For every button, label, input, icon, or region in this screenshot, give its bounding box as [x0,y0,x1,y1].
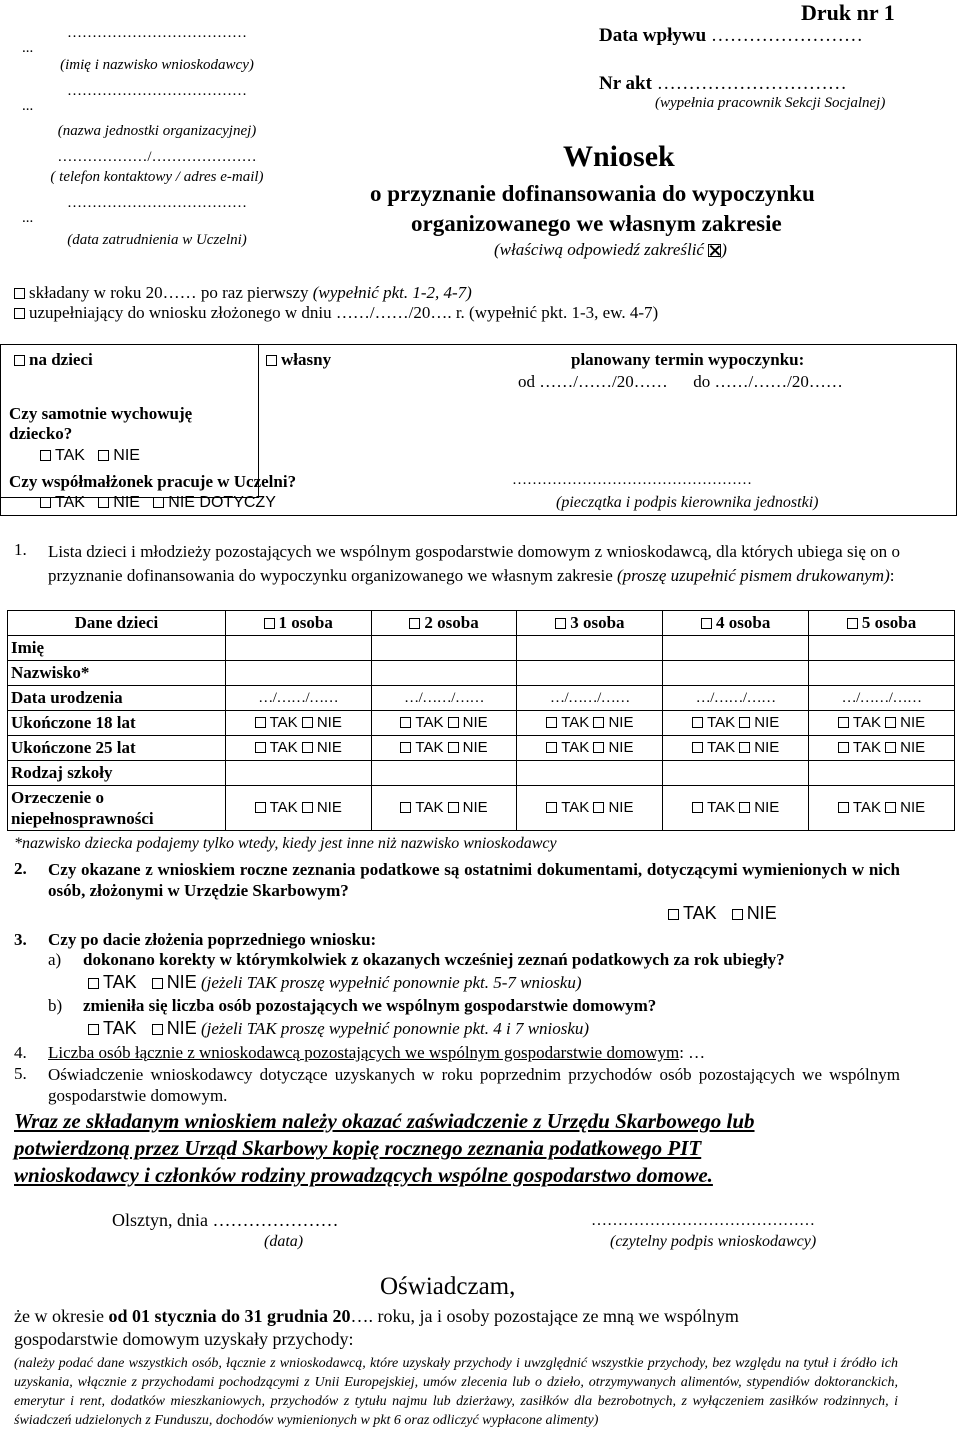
checkbox-icon[interactable] [448,717,459,728]
point4-tail: : … [679,1043,706,1062]
checkbox-icon[interactable] [88,978,99,989]
answer-tak: TAK [852,739,881,756]
point1-italic: (proszę uzupełnić pismem drukowanym) [617,566,890,585]
answer-nie: NIE [166,972,197,992]
point3a-label: a) [48,950,62,969]
form-number: Druk nr 1 [801,0,895,25]
yes-no-cell[interactable] [225,786,371,831]
employment-dots-tail: ... [22,210,34,226]
checkbox-icon[interactable] [692,802,703,813]
answer-nie: NIE [462,799,488,816]
table-header-row [8,611,955,636]
checkbox-icon[interactable] [739,802,750,813]
row-label [8,786,226,831]
answer-nie: NIE [900,799,926,816]
cell-input[interactable] [517,761,663,786]
person-label: 3 osoba [570,613,625,632]
cell-input[interactable] [371,761,517,786]
option-first-note: (wypełnić pkt. 1-2, 4-7) [312,283,472,302]
yes-no-cell[interactable] [663,736,809,761]
answer-tak: TAK [55,447,85,464]
contact-dots: ………………/………………… [57,149,257,165]
answer-tak: TAK [707,714,736,731]
checkbox-icon[interactable] [266,355,277,366]
answer-tak: TAK [55,494,85,511]
form-title: Wniosek [563,140,675,173]
checkbox-icon[interactable] [400,802,411,813]
answer-tak: TAK [269,714,298,731]
declaration-line-1 [14,1306,739,1327]
checkbox-icon[interactable] [546,802,557,813]
checkbox-icon[interactable] [739,717,750,728]
checkbox-icon[interactable] [255,742,266,753]
answer-nie: NIE [900,714,926,731]
yes-no-cell[interactable] [371,736,517,761]
point3b-answers[interactable] [88,1018,589,1039]
point4-text: Liczba osób łącznie z wnioskodawcą pozostających we wspólnym gospodarstwie domowym [48,1043,680,1062]
checkbox-icon[interactable] [400,717,411,728]
answer-nie: NIE [316,739,342,756]
person-column-3[interactable] [517,611,663,636]
answer-tak: TAK [269,799,298,816]
yes-no-cell[interactable] [809,786,955,831]
answer-tak: TAK [415,739,444,756]
answer-nie: NIE [316,799,342,816]
checkbox-icon[interactable] [668,909,679,920]
answer-nie: NIE [754,739,780,756]
checkbox-icon[interactable] [739,742,750,753]
employment-label: (data zatrudnienia w Uczelni) [67,232,247,248]
checkbox-icon[interactable] [264,618,275,629]
table-header-label: Dane dzieci [8,611,226,636]
point3-text: Czy po dacie złożenia poprzedniego wniosku: [48,930,377,949]
declaration-title: Oświadczam, [380,1273,516,1300]
point2-number: 2. [14,859,27,878]
person-column-5[interactable] [809,611,955,636]
stamp-label: (pieczątka i podpis kierownika jednostki) [556,494,819,511]
spouse-question: Czy współmałżonek pracuje w Uczelni? [9,472,297,491]
date-cell[interactable]: …/……/…… [663,686,809,711]
person-label: 1 osoba [278,613,333,632]
cell-input[interactable] [663,636,809,661]
option-first-application[interactable] [14,283,472,303]
answer-nie: NIE [608,799,634,816]
cell-input[interactable] [371,636,517,661]
file-number-note: (wypełnia pracownik Sekcji Socjalnej) [655,95,886,111]
answer-nie: NIE [754,799,780,816]
notice-line-2: potwierdzoną przez Urząd Skarbowy kopię rocznego zeznania podatkowego PIT [14,1136,702,1160]
checkbox-icon[interactable] [885,717,896,728]
checkbox-icon[interactable] [732,909,743,920]
cell-input[interactable] [225,761,371,786]
checkbox-icon[interactable] [98,497,109,508]
cell-input[interactable] [225,661,371,686]
notice [14,1108,755,1189]
row-label: Imię [8,636,226,661]
checkbox-icon[interactable] [40,450,51,461]
point4-line [48,1043,705,1063]
checkbox-icon[interactable] [692,717,703,728]
checkbox-icon[interactable] [302,802,313,813]
cell-input[interactable] [517,661,663,686]
answer-tak: TAK [707,799,736,816]
point1-end: : [889,566,895,585]
answer-tak: TAK [415,799,444,816]
checkbox-icon[interactable] [593,717,604,728]
yes-no-cell[interactable] [371,786,517,831]
row-label-line1: Orzeczenie o [11,788,104,807]
answer-tak: TAK [415,714,444,731]
table-row-disability [8,786,955,831]
table-row-first-name [8,636,955,661]
yes-no-cell[interactable] [225,736,371,761]
option-own[interactable] [266,350,331,370]
row-label: Rodzaj szkoły [8,761,226,786]
answer-instruction-end: ) [721,240,727,259]
option-second-note: (wypełnić pkt. 1-3, ew. 4-7) [469,303,659,322]
file-number-field [599,73,847,95]
checkbox-icon[interactable] [255,717,266,728]
receipt-date-field [599,25,863,47]
table-row-school-type [8,761,955,786]
unit-dots: ……………………………… [67,83,247,99]
checkbox-icon[interactable] [885,742,896,753]
children-table [7,610,955,831]
point2-text: Czy okazane z wnioskiem roczne zeznania podatkowe są ostatnimi dokumentami, dotyczącymi wymienionych w nich osób, złożonymi w Urzędzie Skarbowym? [48,860,900,900]
row-label: Data urodzenia [8,686,226,711]
cell-input[interactable] [663,761,809,786]
point3a-answers[interactable] [88,972,582,993]
row-label: Ukończone 18 lat [8,711,226,736]
notice-line-1: Wraz ze składanym wnioskiem należy okazać zaświadczenie z Urzędu Skarbowego lub [14,1109,755,1133]
table-row-last-name [8,661,955,686]
checkbox-icon[interactable] [555,618,566,629]
table-footnote: *nazwisko dziecka podajemy tylko wtedy, kiedy jest inne niż nazwisko wnioskodawcy [14,835,557,852]
person-column-2[interactable] [371,611,517,636]
declaration-post: …. roku, ja i osoby pozostające ze mną we wspólnym [350,1306,739,1326]
checkbox-icon[interactable] [400,742,411,753]
yes-no-cell[interactable] [663,711,809,736]
signature-dots[interactable]: …………………………………… [591,1212,815,1229]
name-dots-tail: ... [22,40,34,56]
date-cell[interactable]: …/……/…… [225,686,371,711]
checkbox-icon[interactable] [546,717,557,728]
table-row-age-25 [8,736,955,761]
checkbox-icon[interactable] [153,497,164,508]
checkbox-icon[interactable] [885,802,896,813]
answer-nie: NIE [462,714,488,731]
option-own-label: własny [281,350,332,369]
answer-nie: NIE [113,494,140,511]
checkbox-icon[interactable] [14,288,25,299]
answer-tak: TAK [103,972,137,992]
unit-dots-tail: ... [22,98,34,114]
checkbox-icon[interactable] [40,497,51,508]
answer-tak: TAK [561,799,590,816]
crossed-checkbox-icon [708,244,721,257]
checkbox-icon[interactable] [152,1024,163,1035]
row-label-line2: niepełnosprawności [11,809,154,828]
cell-input[interactable] [809,636,955,661]
declaration-pre: że w okresie [14,1306,109,1326]
spouse-answers[interactable] [40,494,276,512]
answer-instruction-text: (właściwą odpowiedź zakreślić [494,240,704,259]
date-label: (data) [264,1233,304,1250]
answer-nie: NIE [316,714,342,731]
option-second-text: uzupełniający do wniosku złożonego w dniu ……/……/20…. r. [29,303,465,322]
answer-tak: TAK [103,1018,137,1038]
yes-no-cell[interactable] [371,711,517,736]
point5-number: 5. [14,1064,27,1083]
row-label: Ukończone 25 lat [8,736,226,761]
point3-number: 3. [14,930,27,949]
answer-tak: TAK [683,903,717,923]
point5-text: Oświadczenie wnioskodawcy dotyczące uzyskanych w roku poprzednim przychodów osób pozostających we wspólnym gospodarstwie domowym. [48,1065,900,1105]
answer-nie: NIE [746,903,777,923]
checkbox-icon[interactable] [255,802,266,813]
person-column-1[interactable] [225,611,371,636]
cell-input[interactable] [663,661,809,686]
point3a-text: dokonano korekty w którymkolwiek z okazanych wcześniej zeznań podatkowych za rok ubiegły? [83,950,785,969]
yes-no-cell[interactable] [809,711,955,736]
answer-tak: TAK [561,739,590,756]
option-for-kids[interactable] [14,350,93,370]
checkbox-icon[interactable] [302,717,313,728]
table-row-age-18 [8,711,955,736]
name-label: (imię i nazwisko wnioskodawcy) [60,57,254,73]
checkbox-icon[interactable] [409,618,420,629]
notice-line-3: wnioskodawcy i członków rodziny prowadzących wspólne gospodarstwo domowe. [14,1163,713,1187]
checkbox-icon[interactable] [448,742,459,753]
cell-input[interactable] [809,661,955,686]
yes-no-cell[interactable] [517,711,663,736]
row-label: Nazwisko* [8,661,226,686]
option-for-kids-label: na dzieci [29,350,93,369]
checkbox-icon[interactable] [152,978,163,989]
date-cell[interactable]: …/……/…… [517,686,663,711]
point1-number: 1. [14,540,27,559]
term-to: do ……/……/20…… [693,372,843,391]
point1-body: Lista dzieci i młodzieży pozostających we wspólnym gospodarstwie domowym z wnioskodawcą, dla których ubiega się on o przyznanie dofinansowania do wypoczynku organizowanego we własnym zakresie [48,542,900,585]
cell-input[interactable] [371,661,517,686]
yes-no-cell[interactable] [517,736,663,761]
answer-tak: TAK [561,714,590,731]
table-row-birth-date [8,686,955,711]
checkbox-icon[interactable] [14,308,25,319]
file-number-label: Nr akt [599,73,652,94]
yes-no-cell[interactable] [517,786,663,831]
declaration-note: (należy podać dane wszystkich osób, łącznie z wnioskodawcą, które uzyskały przychody i uwzględnić wszystkie przychody, bez względu na tytuł i źródło ich uzyskania, włącznie z przychodami pochodzącymi z Unii Europejskiej, umów zlecenia lub o dzieło, otrzymywanych alimentów, stypendiów doktoranckich, emerytur i rent, dodatków mieszkaniowych, przychodów z tytułu najmu lub dzierżawy, zasiłków dla bezrobotnych, z wyłączeniem zasiłków rodzinnych, i świadczeń udzielonych z Funduszu, dochodów wymienionych w pkt 6 oraz odliczyć wypłacone alimenty) [14,1356,898,1428]
term-from: od ……/……/20…… [518,372,668,391]
checkbox-icon[interactable] [847,618,858,629]
applicant-header [22,26,292,248]
answer-nie: NIE [900,739,926,756]
cell-input[interactable] [517,636,663,661]
point2-answers[interactable] [668,903,777,924]
checkbox-icon[interactable] [546,742,557,753]
name-dots: ……………………………… [67,25,247,41]
checkbox-icon[interactable] [838,802,849,813]
checkbox-icon[interactable] [692,742,703,753]
single-parent-question: Czy samotnie wychowuję dziecko? [9,404,193,443]
answer-not-applicable: NIE DOTYCZY [168,494,276,511]
person-label: 2 osoba [424,613,479,632]
place-and-date[interactable]: Olsztyn, dnia ………………… [112,1210,339,1230]
declaration-period: od 01 stycznia do 31 grudnia 20 [108,1306,351,1326]
checkbox-icon[interactable] [14,355,25,366]
answer-tak: TAK [852,799,881,816]
form-subtitle-1: o przyznanie dofinansowania do wypoczynku [370,181,815,206]
answer-nie: NIE [113,447,140,464]
checkbox-icon[interactable] [593,802,604,813]
checkbox-icon[interactable] [448,802,459,813]
single-parent-answers[interactable] [40,447,140,465]
file-number-dots: ………………………… [656,73,847,94]
answer-nie: NIE [608,739,634,756]
yes-no-cell[interactable] [809,736,955,761]
point1-text [48,540,900,588]
contact-label: ( telefon kontaktowy / adres e-mail) [50,169,264,185]
checkbox-icon[interactable] [302,742,313,753]
declaration-line-2: gospodarstwie domowym uzyskały przychody: [14,1329,354,1349]
point3b-label: b) [48,996,63,1015]
point3b-text: zmieniła się liczba osób pozostających we wspólnym gospodarstwie domowym? [83,996,657,1015]
cell-input[interactable] [225,636,371,661]
stamp-dots: ………………………………………… [512,472,752,488]
checkbox-icon[interactable] [593,742,604,753]
option-supplementary-application[interactable] [14,303,658,323]
point3a-note: (jeżeli TAK proszę wypełnić ponownie pkt. 5-7 wniosku) [200,973,582,992]
answer-tak: TAK [707,739,736,756]
planned-term-range [518,372,843,392]
person-label: 4 osoba [716,613,771,632]
checkbox-icon[interactable] [838,742,849,753]
employment-dots: ……………………………… [67,195,247,211]
checkbox-icon[interactable] [701,618,712,629]
answer-tak: TAK [852,714,881,731]
form-subtitle-2: organizowanego we własnym zakresie [411,211,782,236]
answer-nie: NIE [166,1018,197,1038]
yes-no-cell[interactable] [225,711,371,736]
option-first-text: składany w roku 20…… po raz pierwszy [29,283,309,302]
answer-nie: NIE [608,714,634,731]
point3b-note: (jeżeli TAK proszę wypełnić ponownie pkt. 4 i 7 wniosku) [200,1019,590,1038]
signature-label: (czytelny podpis wnioskodawcy) [610,1233,817,1250]
cell-input[interactable] [809,761,955,786]
checkbox-icon[interactable] [88,1024,99,1035]
receipt-date-label: Data wpływu [599,25,707,46]
person-label: 5 osoba [861,613,917,632]
answer-instruction [494,240,727,260]
checkbox-icon[interactable] [98,450,109,461]
person-column-4[interactable] [663,611,809,636]
point4-number: 4. [14,1043,27,1062]
planned-term-label: planowany termin wypoczynku: [571,350,805,369]
date-cell[interactable]: …/……/…… [809,686,955,711]
receipt-date-dots: …………………… [710,25,863,46]
answer-tak: TAK [269,739,298,756]
yes-no-cell[interactable] [663,786,809,831]
date-cell[interactable]: …/……/…… [371,686,517,711]
answer-nie: NIE [462,739,488,756]
unit-label: (nazwa jednostki organizacyjnej) [57,123,257,139]
answer-nie: NIE [754,714,780,731]
checkbox-icon[interactable] [838,717,849,728]
